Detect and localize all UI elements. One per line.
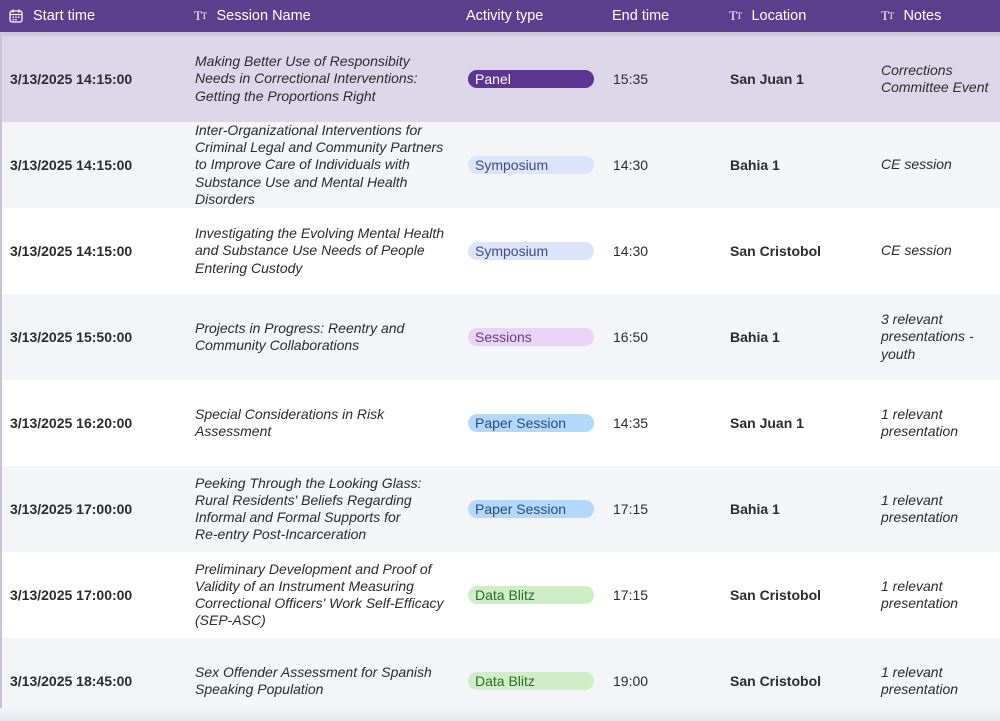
start-time-value: 3/13/2025 14:15:00 xyxy=(10,243,133,259)
activity-type-cell[interactable] xyxy=(468,380,596,466)
start-time-cell[interactable] xyxy=(10,294,190,380)
session-name-value xyxy=(195,561,444,630)
session-name-cell[interactable] xyxy=(195,294,453,380)
table-row[interactable] xyxy=(0,122,1000,208)
end-time-value: 17:15 xyxy=(613,501,649,517)
session-name-line: Community Collaborations xyxy=(195,337,360,353)
notes-line: 1 relevant xyxy=(881,577,943,594)
session-name-cell[interactable] xyxy=(195,36,453,122)
session-name-line: Sex Offender Assessment for Spanish xyxy=(195,663,432,680)
activity-type-badge: Paper Session xyxy=(468,414,594,432)
table-row[interactable] xyxy=(0,36,1000,122)
table-row[interactable] xyxy=(0,294,1000,380)
column-label-activity-type: Activity type xyxy=(466,8,544,24)
notes-cell[interactable] xyxy=(881,552,999,638)
table-row[interactable] xyxy=(0,208,1000,294)
notes-cell[interactable] xyxy=(881,466,999,552)
session-name-cell[interactable] xyxy=(195,208,453,294)
notes-line: youth xyxy=(881,345,916,362)
session-name-line: Validity of an Instrument Measuring xyxy=(195,577,414,594)
end-time-value: 19:00 xyxy=(613,673,649,689)
session-name-line: Criminal Legal and Community Partners xyxy=(195,139,444,156)
session-name-value xyxy=(195,475,421,544)
column-label-notes: Notes xyxy=(903,8,942,24)
session-name-line: Correctional Officers' Work Self-Efficacy xyxy=(195,595,444,611)
column-label-session-name: Session Name xyxy=(216,8,311,24)
notes-cell[interactable] xyxy=(881,36,999,122)
notes-line: CE session xyxy=(881,242,952,259)
session-name-line: Getting the Proportions Right xyxy=(195,87,376,104)
location-cell[interactable] xyxy=(730,36,870,122)
notes-line: CE session xyxy=(881,156,952,173)
end-time-value: 14:30 xyxy=(613,157,649,173)
notes-line: 3 relevant xyxy=(881,311,943,328)
start-time-value: 3/13/2025 17:00:00 xyxy=(10,587,133,603)
location-cell[interactable] xyxy=(730,552,870,638)
session-name-value xyxy=(195,225,444,277)
session-name-line: Inter-Organizational Interventions for xyxy=(195,122,422,138)
session-name-cell[interactable] xyxy=(195,466,453,552)
notes-line: 1 relevant xyxy=(881,405,943,422)
notes-value xyxy=(881,578,958,612)
scroll-edge xyxy=(0,708,1000,721)
session-name-line: Speaking Population xyxy=(195,681,324,697)
activity-type-badge: Symposium xyxy=(468,156,594,174)
start-time-cell[interactable] xyxy=(10,122,190,208)
notes-cell[interactable] xyxy=(881,380,999,466)
notes-value xyxy=(881,156,952,173)
session-name-line: Projects in Progress: Reentry and xyxy=(195,319,405,336)
column-header-notes[interactable] xyxy=(881,0,941,32)
notes-line: presentations - xyxy=(881,328,974,345)
end-time-value: 14:30 xyxy=(613,243,649,259)
notes-value xyxy=(881,62,988,96)
start-time-value: 3/13/2025 14:15:00 xyxy=(10,157,133,173)
notes-value xyxy=(881,492,958,526)
session-name-value xyxy=(195,53,418,105)
location-cell[interactable] xyxy=(730,380,870,466)
session-name-line: and Substance Use Needs of People xyxy=(195,242,425,259)
end-time-cell[interactable] xyxy=(613,36,693,122)
start-time-value: 3/13/2025 14:15:00 xyxy=(10,71,133,87)
session-name-line: Special Considerations in Risk xyxy=(195,405,385,422)
session-name-value xyxy=(195,664,432,698)
session-name-cell[interactable] xyxy=(195,380,453,466)
session-name-line: to Improve Care of Individuals with xyxy=(195,156,410,173)
start-time-value: 3/13/2025 18:45:00 xyxy=(10,673,133,689)
location-cell[interactable] xyxy=(730,466,870,552)
session-name-line: Rural Residents' Beliefs Regarding xyxy=(195,491,412,508)
activity-type-cell[interactable] xyxy=(468,294,596,380)
activity-type-badge: Paper Session xyxy=(468,500,594,518)
location-value: San Cristobol xyxy=(730,243,822,259)
location-cell[interactable] xyxy=(730,294,870,380)
session-name-cell[interactable] xyxy=(195,122,453,208)
location-value: Bahia 1 xyxy=(730,501,780,517)
column-header-activity-type[interactable] xyxy=(466,0,543,32)
table-row[interactable] xyxy=(0,552,1000,638)
notes-line: Corrections xyxy=(881,61,953,78)
session-name-line: Informal and Formal Supports for xyxy=(195,509,401,525)
activity-type-cell[interactable] xyxy=(468,552,596,638)
column-header-session-name[interactable] xyxy=(194,0,311,32)
session-name-value xyxy=(195,406,384,440)
notes-line: 1 relevant xyxy=(881,491,943,508)
session-name-line: Preliminary Development and Proof of xyxy=(195,560,432,577)
start-time-value: 3/13/2025 16:20:00 xyxy=(10,415,133,431)
session-name-line: Assessment xyxy=(195,423,272,439)
column-header-end-time[interactable] xyxy=(612,0,669,32)
table-row[interactable] xyxy=(0,380,1000,466)
notes-line: presentation xyxy=(881,509,959,525)
notes-value xyxy=(881,664,958,698)
start-time-cell[interactable] xyxy=(10,552,190,638)
end-time-cell[interactable] xyxy=(613,552,693,638)
session-name-line: Investigating the Evolving Mental Health xyxy=(195,225,445,242)
notes-value xyxy=(881,242,952,259)
table-row[interactable] xyxy=(0,466,1000,552)
column-label-start-time: Start time xyxy=(33,8,96,24)
start-time-cell[interactable] xyxy=(10,466,190,552)
column-header-location[interactable] xyxy=(729,0,806,32)
activity-type-cell[interactable] xyxy=(468,208,596,294)
end-time-value: 14:35 xyxy=(613,415,649,431)
start-time-cell[interactable] xyxy=(10,380,190,466)
location-value: San Cristobol xyxy=(730,587,822,603)
notes-value xyxy=(881,311,974,363)
activity-type-cell[interactable] xyxy=(468,122,596,208)
notes-line: Committee Event xyxy=(881,79,989,95)
session-name-cell[interactable] xyxy=(195,552,453,638)
location-cell[interactable] xyxy=(730,122,870,208)
activity-type-cell[interactable] xyxy=(468,36,596,122)
end-time-cell[interactable] xyxy=(613,380,693,466)
activity-type-badge: Sessions xyxy=(468,328,594,346)
column-header-start-time[interactable] xyxy=(9,0,95,32)
activity-type-badge: Symposium xyxy=(468,242,594,260)
end-time-cell[interactable] xyxy=(613,208,693,294)
activity-type-badge: Data Blitz xyxy=(468,672,594,690)
session-name-line: Needs in Correctional Interventions: xyxy=(195,70,418,87)
table-header xyxy=(0,0,1000,32)
location-cell[interactable] xyxy=(730,208,870,294)
activity-type-badge: Panel xyxy=(468,70,594,88)
end-time-value: 17:15 xyxy=(613,587,649,603)
location-value: San Juan 1 xyxy=(730,415,804,431)
text-type-icon: T T xyxy=(194,8,207,23)
notes-cell[interactable] xyxy=(881,208,999,294)
end-time-cell[interactable] xyxy=(613,122,693,208)
session-name-line: Substance Use and Mental Health xyxy=(195,173,408,190)
start-time-cell[interactable] xyxy=(10,36,190,122)
start-time-value: 3/13/2025 17:00:00 xyxy=(10,501,133,517)
text-type-icon: T T xyxy=(881,8,894,23)
activity-type-badge: Data Blitz xyxy=(468,586,594,604)
end-time-value: 16:50 xyxy=(613,329,649,345)
session-name-line: Re-entry Post-Incarceration xyxy=(195,526,367,543)
notes-line: 1 relevant xyxy=(881,663,943,680)
notes-line: presentation xyxy=(881,681,959,697)
notes-line: presentation xyxy=(881,423,959,439)
session-name-line: Making Better Use of Responsibity xyxy=(195,53,410,70)
end-time-cell[interactable] xyxy=(613,466,693,552)
location-value: Bahia 1 xyxy=(730,329,780,345)
location-value: San Cristobol xyxy=(730,673,822,689)
column-label-end-time: End time xyxy=(612,8,670,24)
calendar-icon xyxy=(9,9,23,23)
session-name-line: Entering Custody xyxy=(195,259,303,276)
session-name-line: (SEP-ASC) xyxy=(195,612,266,629)
end-time-value: 15:35 xyxy=(613,71,649,87)
start-time-value: 3/13/2025 15:50:00 xyxy=(10,329,133,345)
start-time-cell[interactable] xyxy=(10,208,190,294)
activity-type-cell[interactable] xyxy=(468,466,596,552)
session-name-line: Peeking Through the Looking Glass: xyxy=(195,474,422,491)
location-value: Bahia 1 xyxy=(730,157,780,173)
column-label-location: Location xyxy=(751,8,807,24)
notes-value xyxy=(881,406,958,440)
notes-cell[interactable] xyxy=(881,294,999,380)
notes-line: presentation xyxy=(881,595,959,611)
session-name-value xyxy=(195,320,404,354)
session-name-value xyxy=(195,122,443,208)
location-value: San Juan 1 xyxy=(730,71,804,87)
end-time-cell[interactable] xyxy=(613,294,693,380)
session-name-line: Disorders xyxy=(195,190,255,207)
text-type-icon: T T xyxy=(729,8,742,23)
notes-cell[interactable] xyxy=(881,122,999,208)
